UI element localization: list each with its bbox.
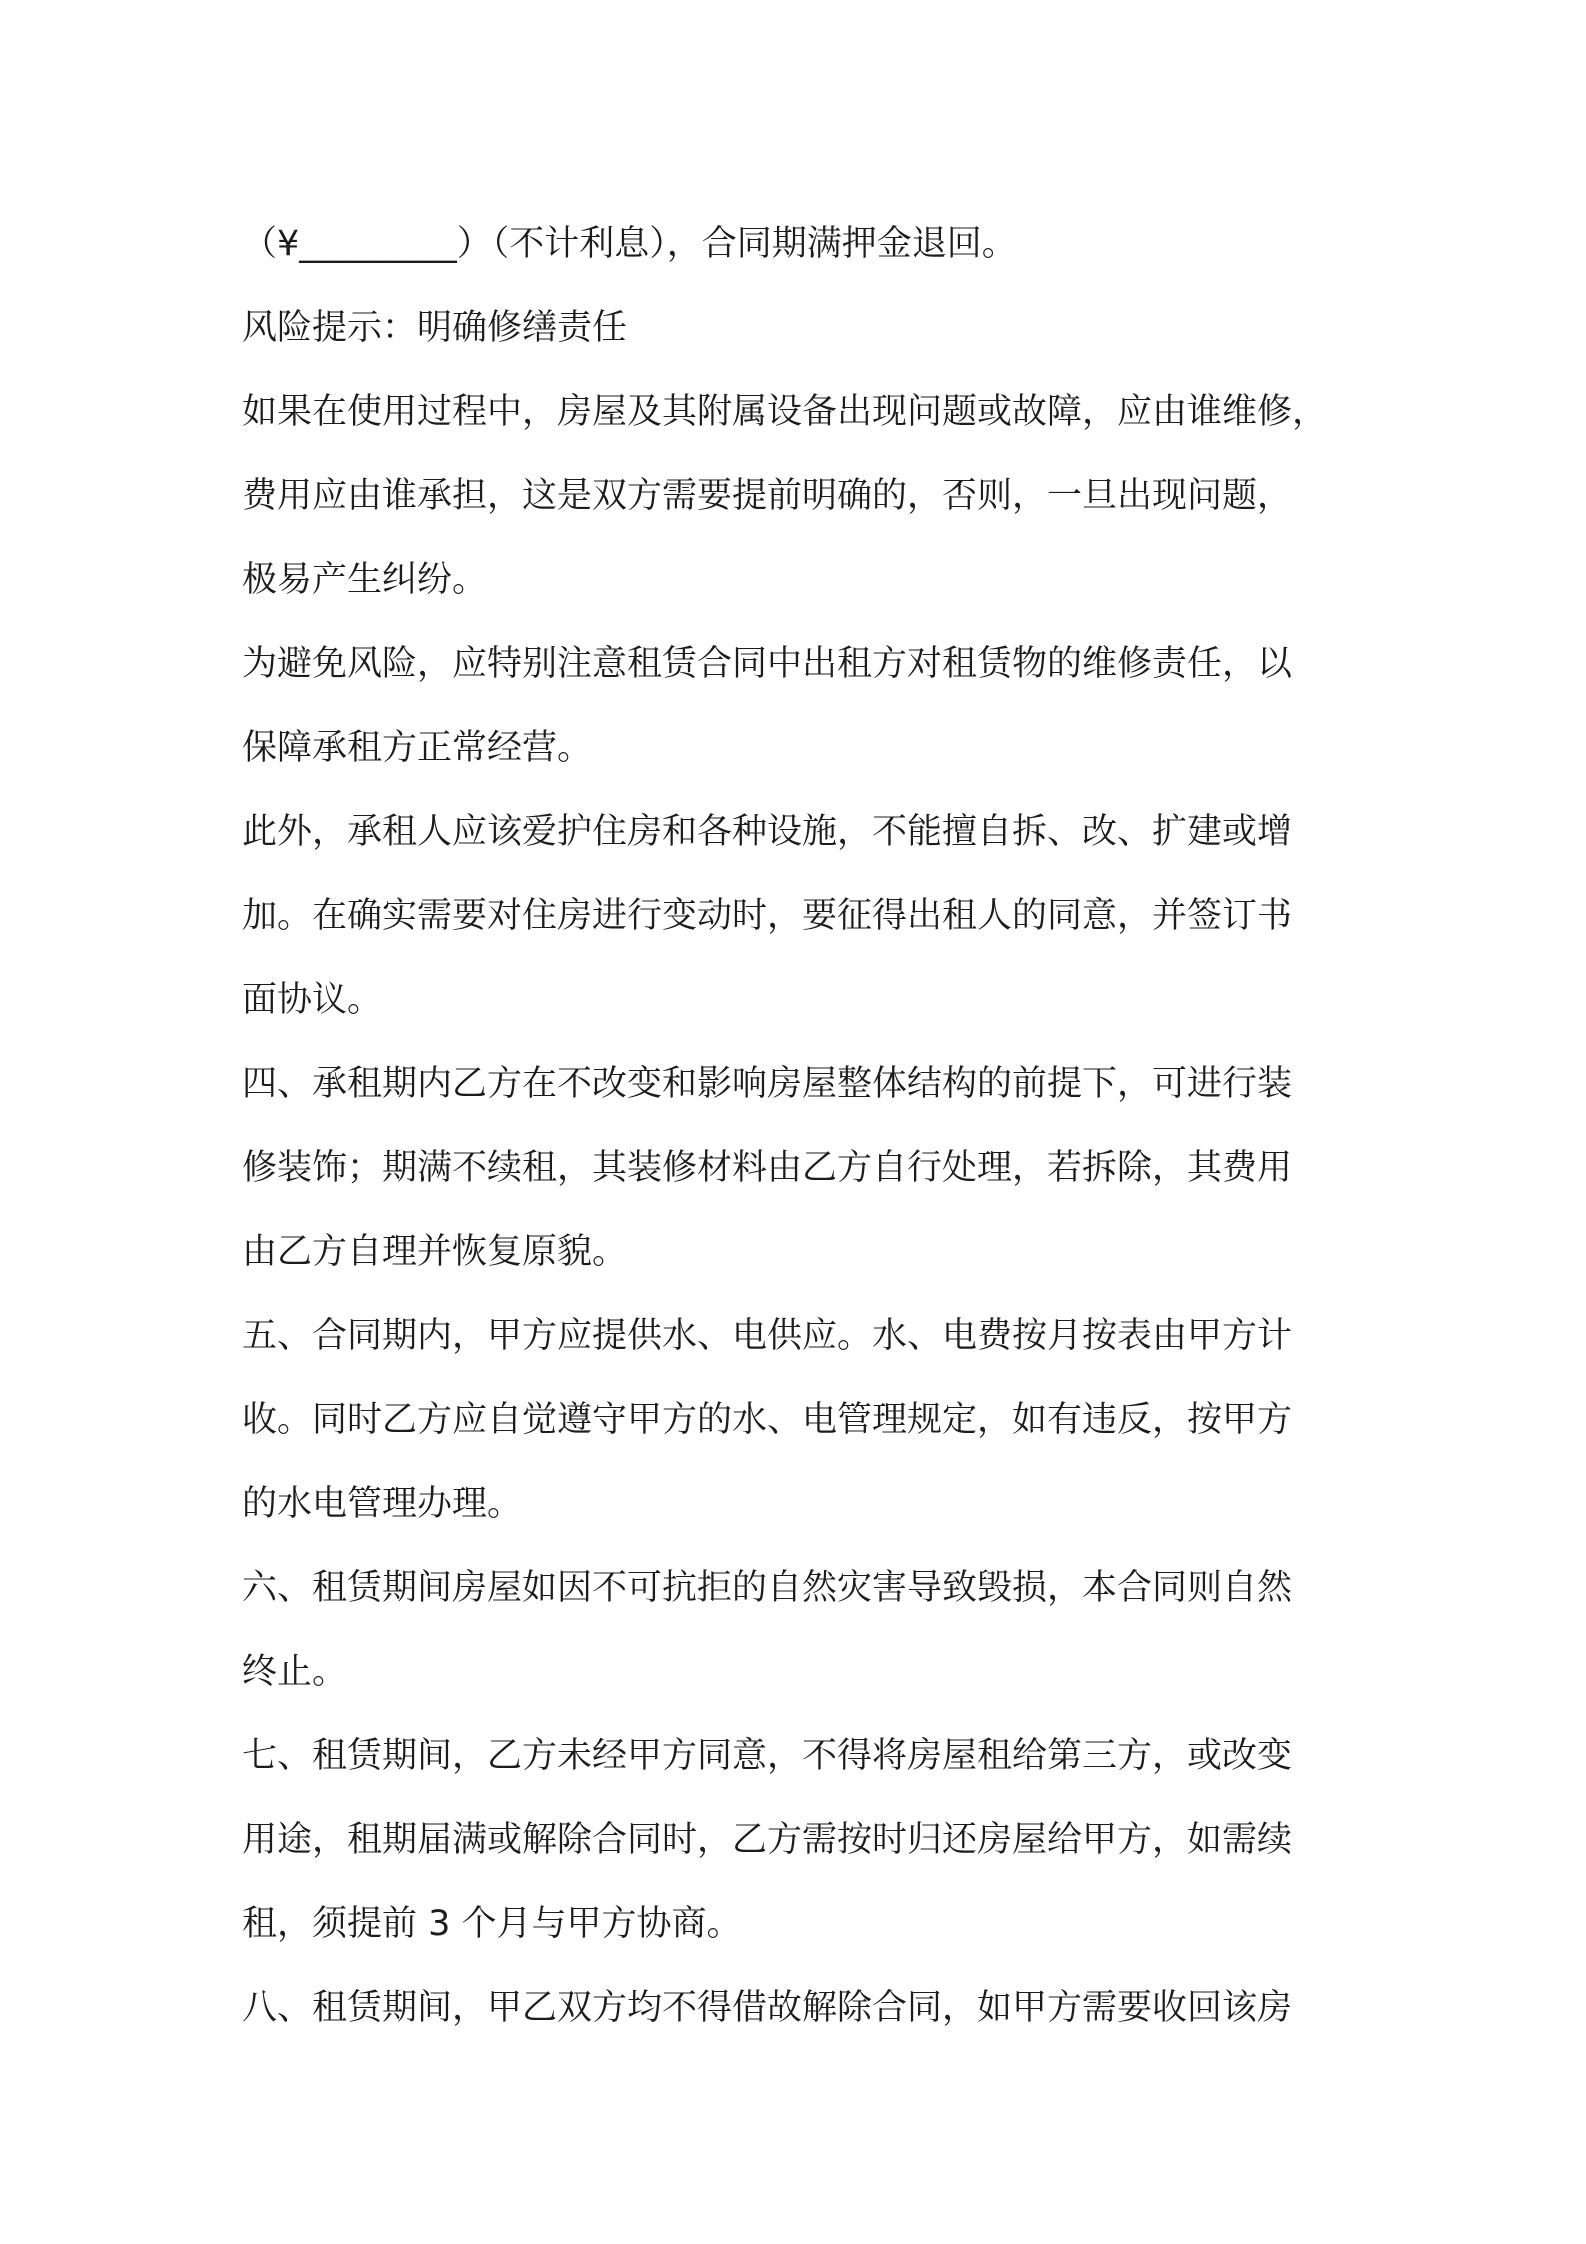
clause-5-line: 五、合同期内，甲方应提供水、电供应。水、电费按月按表由甲方计 (242, 1316, 1293, 1356)
text-line: 保障承租方正常经营。 (242, 728, 593, 768)
text-line: 费用应由谁承担，这是双方需要提前明确的，否则，一旦出现问题， (242, 476, 1293, 516)
text-line: 的水电管理办理。 (242, 1484, 523, 1524)
text-line: 加。在确实需要对住房进行变动时，要征得出租人的同意，并签订书 (242, 896, 1293, 936)
text-line: （¥_________）（不计利息），合同期满押金退回。 (242, 224, 1017, 264)
text-line: 由乙方自理并恢复原貌。 (242, 1232, 628, 1272)
text-line: 面协议。 (242, 980, 383, 1020)
text-line: 为避免风险，应特别注意租赁合同中出租方对租赁物的维修责任，以 (242, 644, 1293, 684)
text-line: 用途，租期届满或解除合同时，乙方需按时归还房屋给甲方，如需续 (242, 1820, 1293, 1860)
text-line: 收。同时乙方应自觉遵守甲方的水、电管理规定，如有违反，按甲方 (242, 1400, 1293, 1440)
document-body (242, 202, 1356, 2050)
text-line: 如果在使用过程中，房屋及其附属设备出现问题或故障，应由谁维修， (242, 392, 1328, 432)
text-line: 终止。 (242, 1652, 348, 1692)
clause-4-line: 四、承租期内乙方在不改变和影响房屋整体结构的前提下，可进行装 (242, 1064, 1293, 1104)
section-heading: 风险提示：明确修缮责任 (242, 308, 628, 348)
text-line: 修装饰；期满不续租，其装修材料由乙方自行处理，若拆除，其费用 (242, 1148, 1293, 1188)
text-line: 此外，承租人应该爱护住房和各种设施，不能擅自拆、改、扩建或增 (242, 812, 1293, 852)
text-line: 极易产生纠纷。 (242, 560, 488, 600)
clause-8-line: 八、租赁期间，甲乙双方均不得借故解除合同，如甲方需要收回该房 (242, 1988, 1293, 2028)
text-line: 租，须提前 3 个月与甲方协商。 (242, 1904, 742, 1944)
clause-6-line: 六、租赁期间房屋如因不可抗拒的自然灾害导致毁损，本合同则自然 (242, 1568, 1293, 1608)
clause-7-line: 七、租赁期间，乙方未经甲方同意，不得将房屋租给第三方，或改变 (242, 1736, 1293, 1776)
